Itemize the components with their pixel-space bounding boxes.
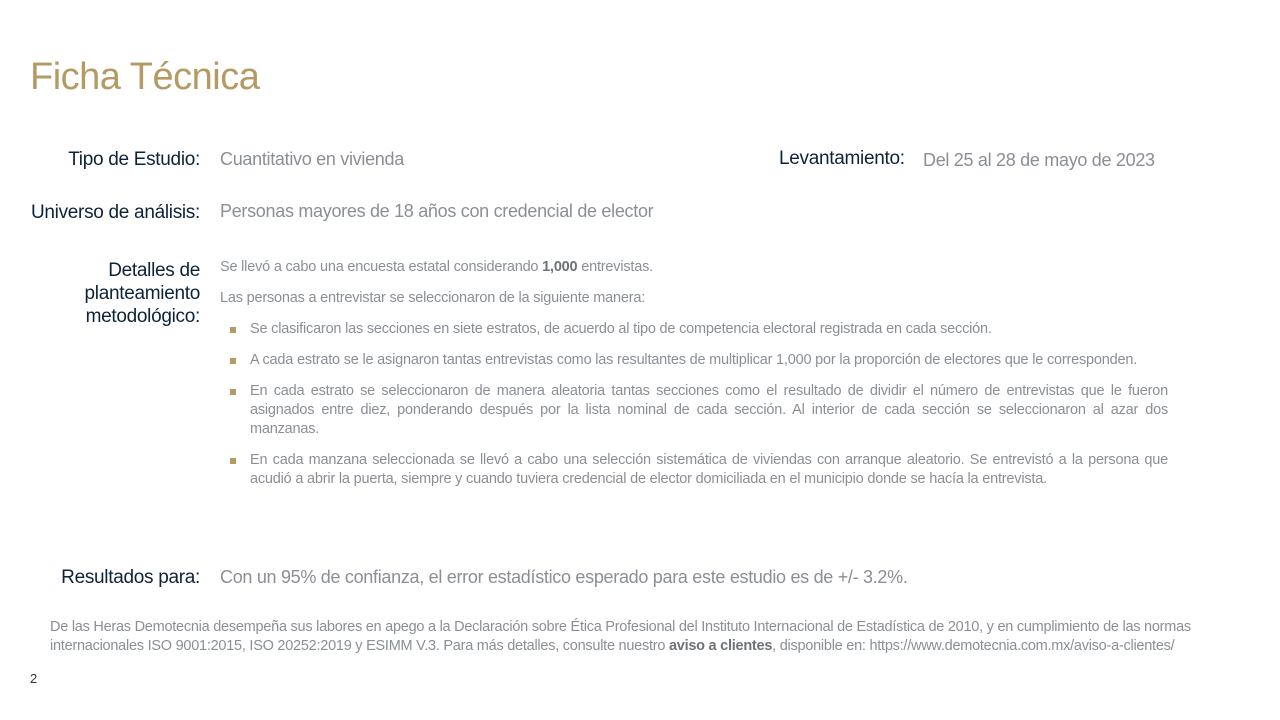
square-bullet-icon (230, 327, 236, 333)
square-bullet-icon (230, 458, 236, 464)
page-title: Ficha Técnica (30, 56, 260, 98)
detalles-label-line: planteamiento (84, 283, 200, 304)
footer-text-end: , disponible en: https://www.demotecnia.com.mx/aviso-a-clientes/ (772, 638, 1175, 654)
levantamiento-label: Levantamiento: (779, 148, 905, 169)
list-item-text: En cada estrato se seleccionaron de manera aleatoria tantas secciones como el resultado de dividir el número de entrevistas que le fueron asignados entre diez, ponderando después por la lista nominal de cada sección. Al interior de cada sección se seleccionaron al azar dos manzanas. (250, 383, 1168, 437)
detalles-label (85, 259, 200, 328)
intro-text-end: entrevistas. (577, 259, 653, 275)
detalles-label-line: Detalles de (108, 260, 200, 281)
footer-disclaimer (50, 618, 1240, 656)
universo-value: Personas mayores de 18 años con credencial de elector (220, 201, 654, 221)
list-item-text: Se clasificaron las secciones en siete estratos, de acuerdo al tipo de competencia electoral registrada en cada sección. (250, 321, 992, 337)
square-bullet-icon (230, 358, 236, 364)
aviso-link[interactable]: aviso a clientes (668, 638, 773, 654)
square-bullet-icon (230, 389, 236, 395)
tipo-label: Tipo de Estudio: (68, 149, 200, 170)
page-number: 2 (30, 671, 38, 686)
resultados-value: Con un 95% de confianza, el error estadístico esperado para este estudio es de +/- 3.2%. (220, 567, 908, 587)
levantamiento-value: Del 25 al 28 de mayo de 2023 (923, 150, 1155, 170)
list-item (250, 351, 1168, 370)
detalles-label-line: metodológico: (85, 306, 200, 327)
list-item-text: A cada estrato se le asignaron tantas entrevistas como las resultantes de multiplicar 1,000 por la proporción de electores que le corresponden. (250, 352, 1138, 368)
list-item-text: En cada manzana seleccionada se llevó a cabo una selección sistemática de viviendas con arranque aleatorio. Se entrevistó a la persona que acudió a abrir la puerta, siempre y cuando tuviera credencial de elector domiciliada en el municipio donde se hacía la entrevista. (250, 452, 1168, 487)
intro-paragraph (220, 258, 1168, 277)
intro-text: Se llevó a cabo una encuesta estatal considerando (220, 259, 543, 275)
list-item (250, 451, 1168, 489)
list-item (250, 382, 1168, 439)
footer-text: De las Heras Demotecnia desempeña sus labores en apego a la Declaración sobre Ética Profesional del Instituto Internacional de Estadística de 2010, y en cumplimiento de las normas internacionales ISO 9001:2015, ISO 20252:2019 y ESIMM V.3. Para más detalles, consulte nuestro (50, 619, 1191, 654)
detalles-content (220, 258, 1168, 501)
resultados-label: Resultados para: (61, 567, 200, 588)
method-list (220, 320, 1168, 489)
universo-label: Universo de análisis: (30, 202, 200, 223)
selection-paragraph: Las personas a entrevistar se seleccionaron de la siguiente manera: (220, 290, 646, 306)
tipo-value: Cuantitativo en vivienda (220, 149, 404, 169)
list-item (250, 320, 1168, 339)
interview-count: 1,000 (542, 259, 578, 275)
